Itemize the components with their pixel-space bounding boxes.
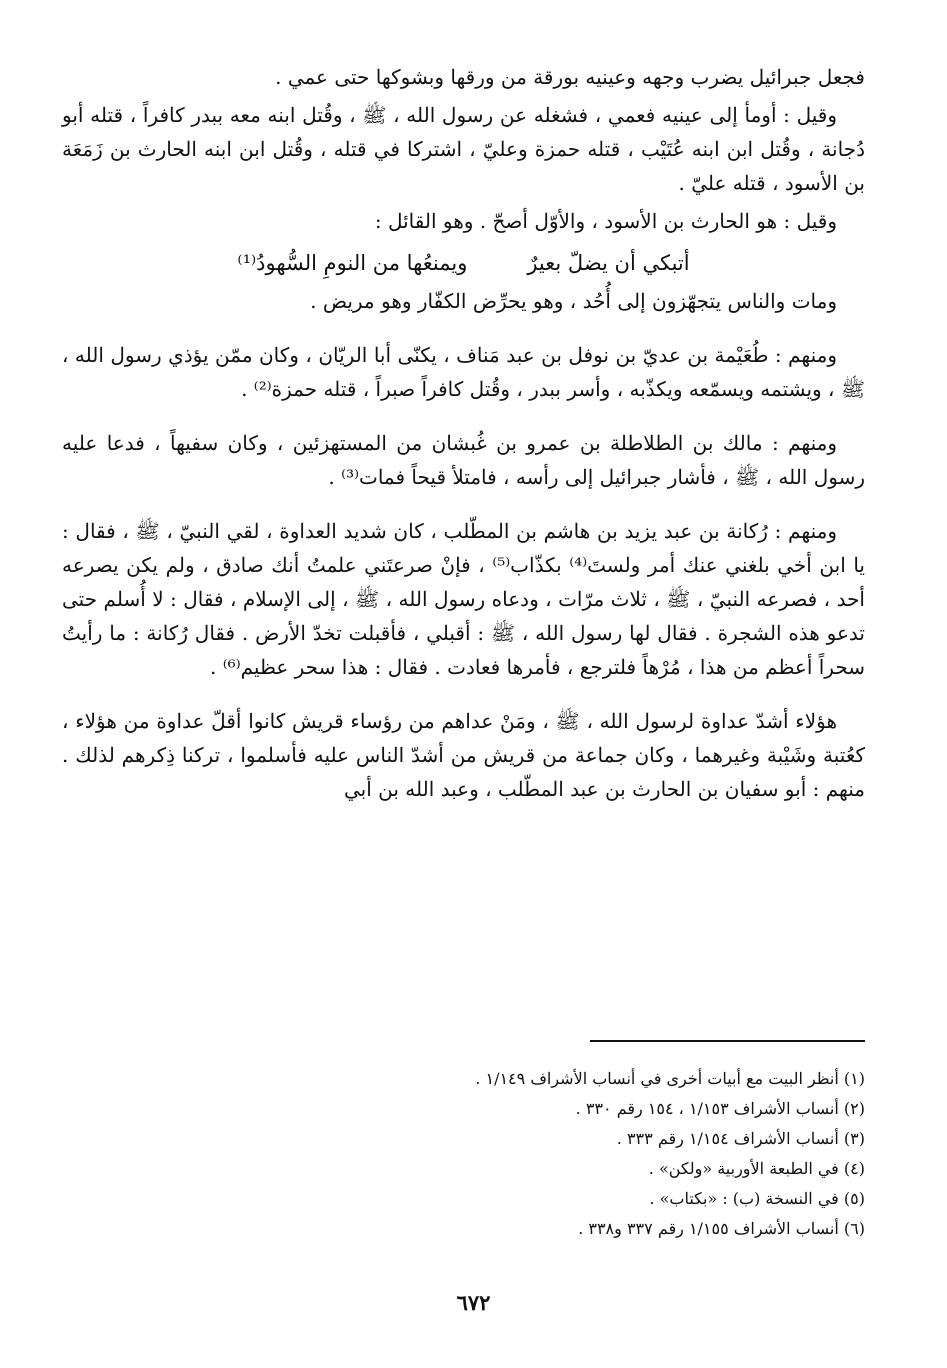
footnote-separator bbox=[590, 1040, 865, 1042]
paragraph-2: وقيل : أومأ إلى عينيه فعمي ، فشغله عن رسول الله ، ﷺ ، وقُتل ابنه معه ببدر كافراً ، قتله أبو دُجانة ، وقُتل ابن ابنه عُتَيْب ، قتله حمزة وعليّ ، اشتركا في قتله ، وقُتل ابن ابنه الحارث بن زَمَعَة بن الأسود ، قتله عليّ . bbox=[62, 103, 865, 195]
footnote-item: (٥) في النسخة (ب) : «بكتاب» . bbox=[649, 1189, 865, 1208]
paragraph-1: فجعل جبرائيل يضرب وجهه وعينيه بورقة من ورقها وبشوكها حتى عمي . bbox=[275, 65, 865, 89]
footnote-item: (٣) أنساب الأشراف ١/١٥٤ رقم ٣٣٣ . bbox=[616, 1129, 865, 1148]
footnotes-list bbox=[62, 1064, 865, 1244]
paragraph-7: ومنهم : رُكانة بن عبد يزيد بن هاشم بن المطّلب ، كان شديد العداوة ، لقي النبيّ ، ﷺ ، فقال : يا ابن أخي بلغني عنك أمر ولستَ⁽⁴⁾ بكذّاب⁽⁵⁾ ، فإنْ صرعتَني علمتُ أنك صادق ، ولم يكن يصرعه أحد ، فصرعه النبيّ ، ﷺ ، ثلاث مرّات ، ودعاه رسول الله ، ﷺ ، إلى الإسلام ، فقال : لا أُسلم حتى تدعو هذه الشجرة . فقال لها رسول الله ، ﷺ : أقبلي ، فأقبلت تخدّ الأرض . فقال رُكانة : ما رأيتُ سحراً أعظم من هذا ، مُرْهاً فلترجع ، فأمرها فعادت . فقال : هذا سحر عظيم⁽⁶⁾ . bbox=[62, 519, 865, 679]
verse-second-hemistich: ويمنعُها من النومِ السُّهودُ⁽¹⁾ bbox=[237, 251, 468, 275]
footnote-item: (٤) في الطبعة الأوربية «ولكن» . bbox=[648, 1159, 865, 1178]
paragraph-3: وقيل : هو الحارث بن الأسود ، والأوّل أصحّ . وهو القائل : bbox=[374, 209, 837, 233]
page-body bbox=[62, 60, 865, 806]
footnote-item: (١) أنظر البيت مع أبيات أخرى في أنساب الأشراف ١/١٤٩ . bbox=[475, 1069, 865, 1088]
verse-first-hemistich: أتبكي أن يضلّ بعيرٌ bbox=[527, 251, 690, 275]
paragraph-6: ومنهم : مالك بن الطلاطلة بن عمرو بن غُبشان من المستهزئين ، وكان سفيهاً ، فدعا عليه رسول الله ، ﷺ ، فأشار جبرائيل إلى رأسه ، فامتلأ قيحاً فمات⁽³⁾ . bbox=[62, 431, 865, 489]
poetry-verse bbox=[62, 244, 865, 282]
paragraph-5: ومنهم : طُعَيْمة بن عديّ بن نوفل بن عبد مَناف ، يكنّى أبا الريّان ، وكان ممّن يؤذي رسول الله ، ﷺ ، ويشتمه ويسمّعه ويكذّبه ، وأسر ببدر ، وقُتل كافراً صبراً ، قتله حمزة⁽²⁾ . bbox=[62, 343, 865, 401]
paragraph-4: ومات والناس يتجهّزون إلى أُحُد ، وهو يحرِّض الكفّار وهو مريض . bbox=[310, 289, 837, 313]
footnote-item: (٦) أنساب الأشراف ١/١٥٥ رقم ٣٣٧ و٣٣٨ . bbox=[578, 1219, 865, 1238]
footnote-item: (٢) أنساب الأشراف ١/١٥٣ ، ١٥٤ رقم ٣٣٠ . bbox=[575, 1099, 865, 1118]
paragraph-8: هؤلاء أشدّ عداوة لرسول الله ، ﷺ ، ومَنْ عداهم من رؤساء قريش كانوا أقلّ عداوة من هؤلاء ، كعُتبة وشَيْبة وغيرهما ، وكان جماعة من قريش من أشدّ الناس عليه فأسلموا ، تركنا ذِكرهم لذلك . منهم : أبو سفيان بن الحارث بن عبد المطّلب ، وعبد الله بن أبي bbox=[62, 709, 865, 801]
page-number: ٦٧٢ bbox=[456, 1290, 491, 1315]
